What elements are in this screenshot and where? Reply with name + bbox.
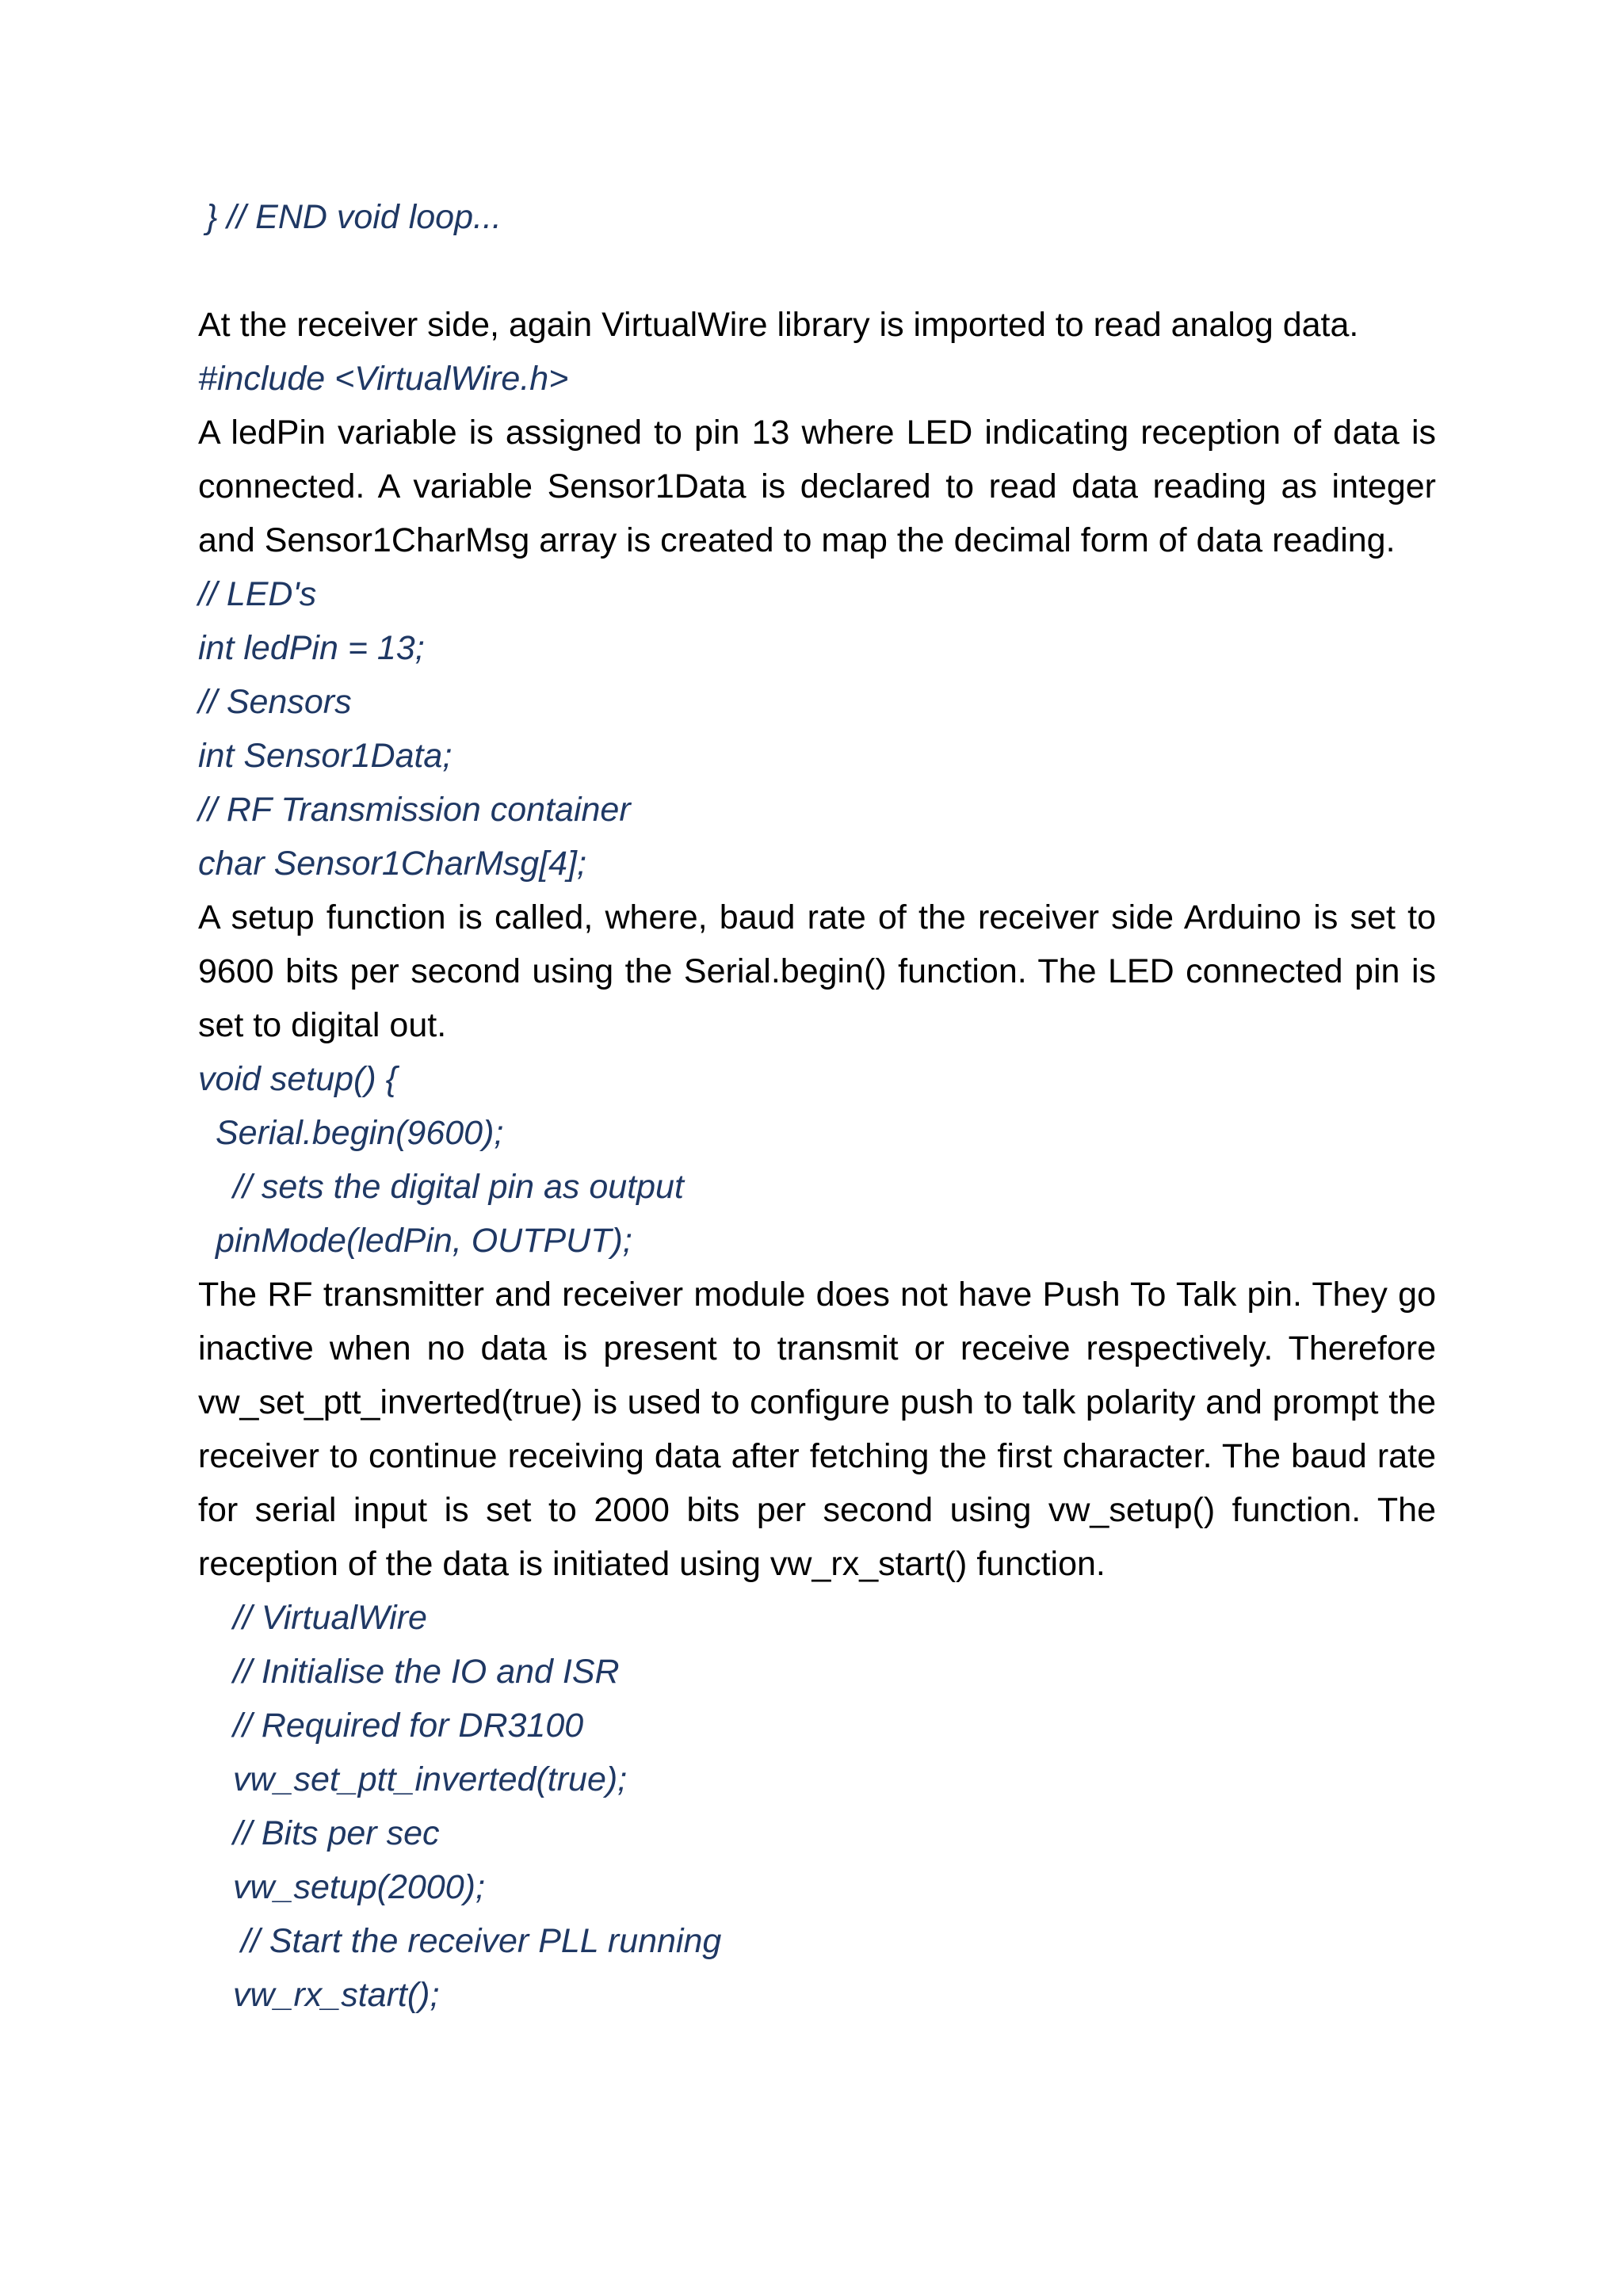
code-line: // LED's: [198, 575, 317, 613]
code-line: int ledPin = 13;: [198, 629, 425, 667]
code-line: int Sensor1Data;: [198, 737, 453, 775]
code-line: void setup() {: [198, 1060, 397, 1098]
body-paragraph: At the receiver side, again VirtualWire library is imported to read analog data.: [198, 306, 1359, 344]
code-line: // Initialise the IO and ISR: [233, 1653, 620, 1691]
code-line: vw_set_ptt_inverted(true);: [233, 1760, 628, 1798]
code-line: char Sensor1CharMsg[4];: [198, 845, 586, 883]
code-line: Serial.begin(9600);: [216, 1114, 504, 1152]
code-line: // Sensors: [198, 683, 352, 721]
code-line: #include <VirtualWire.h>: [198, 360, 569, 398]
code-line: } // END void loop...: [206, 198, 502, 236]
page-content: [198, 190, 1436, 2022]
body-paragraph: A setup function is called, where, baud rate of the receiver side Arduino is set to 9600 bits per second using the Serial.begin() function. The LED connected pin is set to digital out.: [198, 898, 1436, 1044]
body-paragraph: A ledPin variable is assigned to pin 13 where LED indicating reception of data is connected. A variable Sensor1Data is declared to read data reading as integer and Sensor1CharMsg array is created to map the decimal form of data reading.: [198, 414, 1436, 559]
code-line: // Required for DR3100: [233, 1707, 584, 1745]
code-line: vw_rx_start();: [233, 1976, 440, 2014]
code-line: pinMode(ledPin, OUTPUT);: [216, 1222, 632, 1260]
paragraph-gap: [198, 244, 1436, 298]
code-line: // Bits per sec: [233, 1814, 440, 1852]
code-line: // Start the receiver PLL running: [241, 1922, 722, 1960]
code-line: vw_setup(2000);: [233, 1868, 485, 1906]
code-line: // sets the digital pin as output: [233, 1168, 684, 1206]
body-paragraph: The RF transmitter and receiver module does not have Push To Talk pin. They go inactive when no data is present to transmit or receive respectively. Therefore vw_set_ptt_inverted(true) is used to configure push to talk polarity and prompt the receiver to continue receiving data after fetching the first character. The baud rate for serial input is set to 2000 bits per second using vw_setup() function. The reception of the data is initiated using vw_rx_start() function.: [198, 1276, 1436, 1583]
code-line: // RF Transmission container: [198, 791, 631, 829]
code-line: // VirtualWire: [233, 1599, 427, 1637]
